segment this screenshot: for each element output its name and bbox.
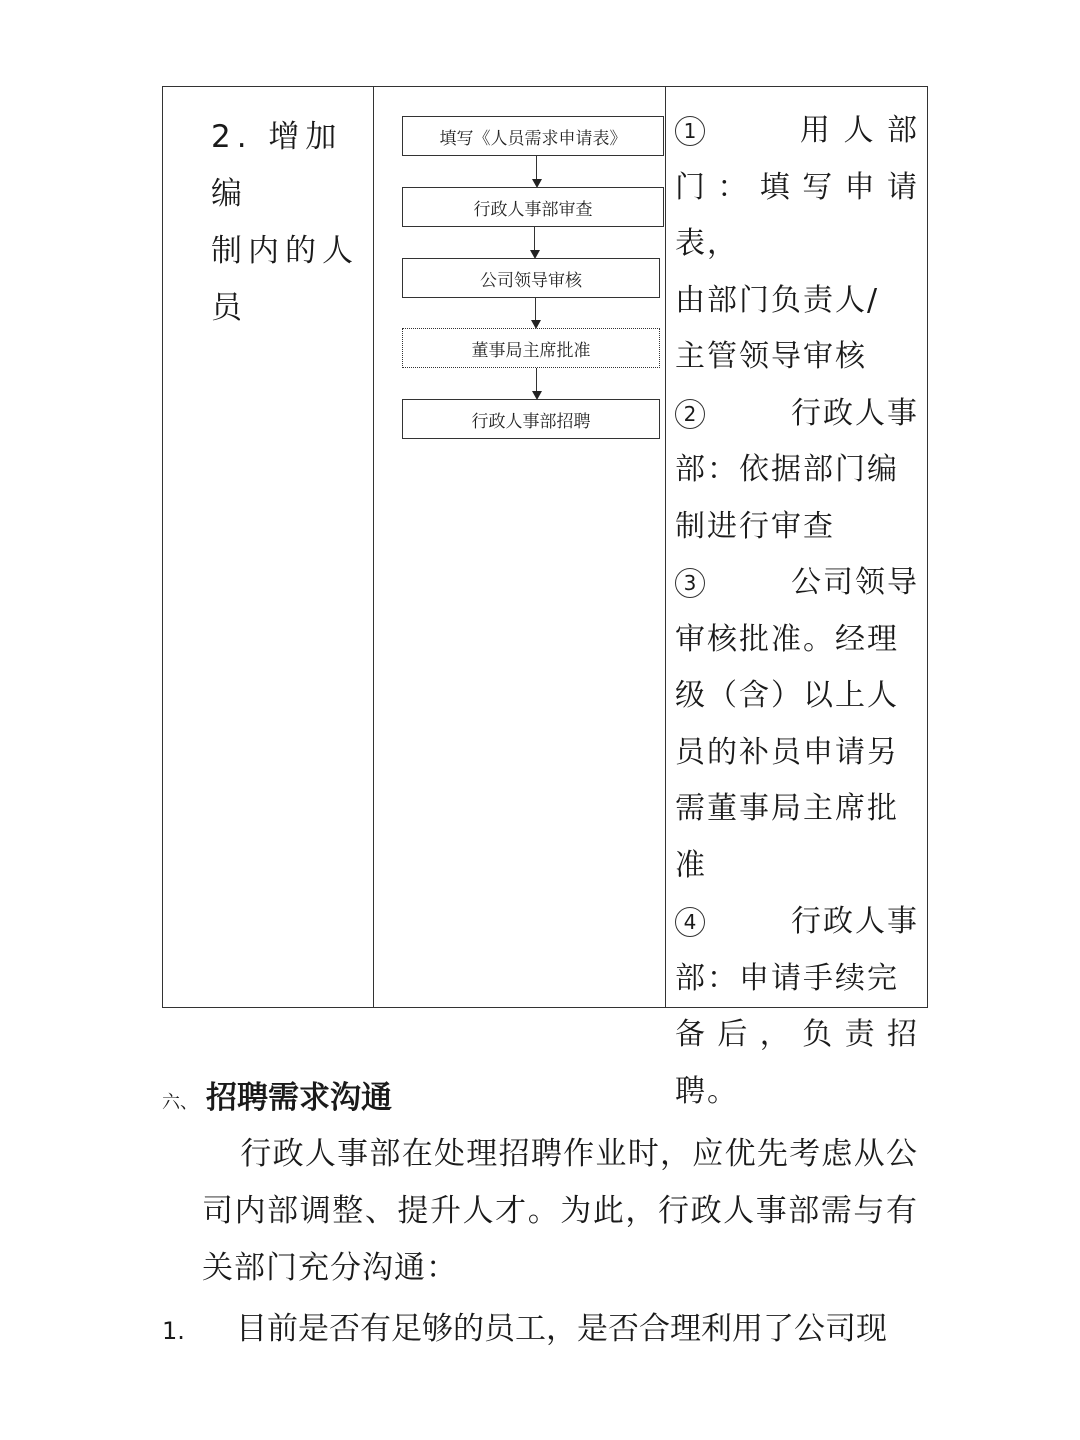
step-line: 员的补员申请另 [675, 734, 899, 770]
circle-number: 2 [675, 399, 705, 429]
list-item [162, 1304, 922, 1356]
list-item-text: 目前是否有足够的员工，是否合理利用了公司现 [236, 1311, 887, 1347]
section-number: 六、 [162, 1092, 198, 1113]
section-heading [162, 1072, 392, 1117]
flow-arrow [536, 368, 537, 398]
table-divider [373, 87, 374, 1007]
step-line: 部：依据部门编 [675, 452, 899, 487]
circle-number: 1 [675, 116, 705, 146]
flow-arrow [534, 227, 535, 257]
category-line: 2. 增加编 [211, 119, 343, 212]
flow-step-hr-review: 行政人事部审查 [402, 187, 664, 227]
step-title: 用 人 部 [799, 113, 919, 148]
step-line: 需董事局主席批 [675, 791, 899, 826]
step-3-head [675, 555, 919, 612]
step-line: 级（含）以上人 [675, 678, 899, 713]
step-title: 公司领导 [791, 565, 919, 600]
flow-step-hr-recruit: 行政人事部招聘 [402, 399, 660, 439]
step-line: 审核批准。经理 [675, 621, 899, 657]
section-title: 招聘需求沟通 [206, 1080, 392, 1116]
flow-step-chairman-approve: 董事局主席批准 [402, 328, 660, 368]
flow-arrow [536, 156, 537, 186]
flow-arrow [535, 298, 536, 327]
step-line: 门：填写申请表， [675, 169, 919, 261]
circle-number: 4 [675, 907, 705, 937]
flow-step-fill-form: 填写《人员需求申请表》 [402, 116, 664, 156]
list-item-number: 1. [162, 1317, 185, 1345]
step-line: 部：申请手续完 [675, 960, 899, 996]
category-line: 制内的人 [211, 233, 359, 269]
step-line: 主管领导审核 [675, 339, 867, 374]
step-4-head [675, 894, 919, 951]
step-line: 制进行审查 [675, 508, 835, 544]
category-line: 员 [211, 290, 248, 326]
category-cell [211, 109, 371, 337]
step-2-head [675, 386, 919, 443]
steps-cell [675, 103, 919, 1120]
section-paragraph [202, 1126, 918, 1297]
flow-step-leader-review: 公司领导审核 [402, 258, 660, 298]
paragraph-text: 行政人事部在处理招聘作业时，应优先考虑从公司内部调整、提升人才。为此，行政人事部需与有关部门充分沟通： [202, 1136, 918, 1286]
step-title: 行政人事 [791, 395, 919, 431]
step-line: 备后，负责招聘。 [675, 1017, 919, 1109]
step-line: 准 [675, 847, 707, 883]
step-title: 行政人事 [791, 904, 919, 939]
step-line: 由部门负责人/ [675, 282, 880, 318]
circle-number: 3 [675, 568, 705, 598]
step-1-head [675, 103, 919, 160]
table-divider [665, 87, 666, 1007]
